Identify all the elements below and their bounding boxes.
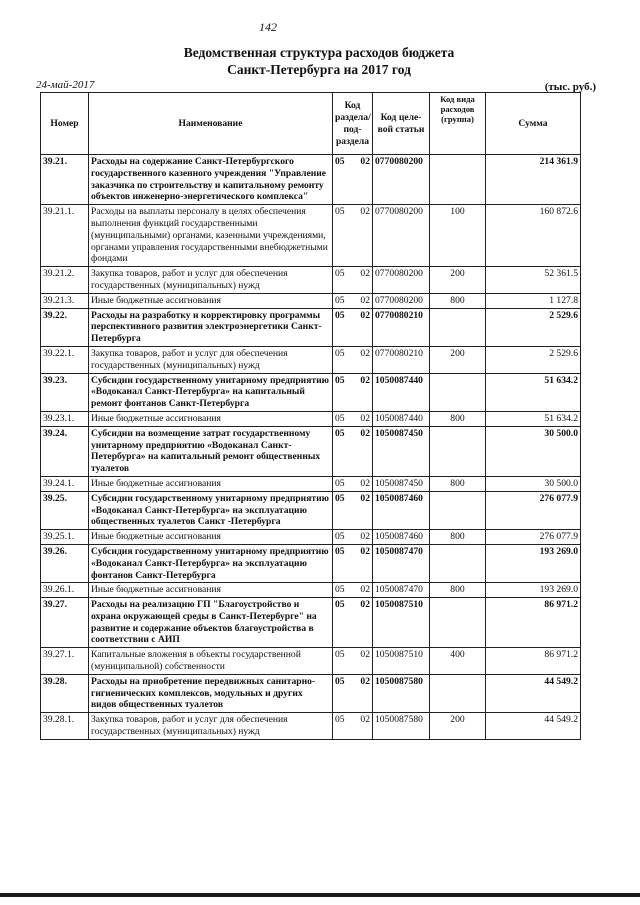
budget-table-body xyxy=(41,155,581,740)
cell-subsection: 02 xyxy=(351,674,373,712)
cell-number: 39.26.1. xyxy=(41,583,89,598)
cell-expense-group: 200 xyxy=(430,346,486,373)
cell-amount: 1 127.8 xyxy=(486,293,581,308)
cell-amount: 86 971.2 xyxy=(486,648,581,675)
cell-section: 05 xyxy=(333,411,351,426)
cell-expense-group xyxy=(430,491,486,529)
cell-amount: 52 361.5 xyxy=(486,267,581,294)
cell-name: Расходы на разработку и корректировку программы перспективного развития электроэнергетики Санкт-Петербурга xyxy=(89,308,333,346)
cell-section: 05 xyxy=(333,530,351,545)
scan-bottom-edge xyxy=(0,893,640,897)
cell-amount: 2 529.6 xyxy=(486,346,581,373)
cell-expense-group xyxy=(430,373,486,411)
cell-expense-group: 100 xyxy=(430,205,486,267)
table-row xyxy=(41,426,581,476)
cell-section: 05 xyxy=(333,713,351,740)
document-title xyxy=(160,44,478,78)
header-expense-type: Код вида расходов (группа) xyxy=(430,93,486,155)
table-row xyxy=(41,373,581,411)
cell-amount: 2 529.6 xyxy=(486,308,581,346)
table-row xyxy=(41,346,581,373)
table-row xyxy=(41,713,581,740)
cell-target: 0770080200 xyxy=(373,155,430,205)
cell-number: 39.26. xyxy=(41,544,89,582)
cell-section: 05 xyxy=(333,598,351,648)
budget-table xyxy=(40,92,581,740)
cell-name: Иные бюджетные ассигнования xyxy=(89,293,333,308)
cell-amount: 44 549.2 xyxy=(486,713,581,740)
cell-name: Иные бюджетные ассигнования xyxy=(89,583,333,598)
table-row xyxy=(41,267,581,294)
cell-amount: 214 361.9 xyxy=(486,155,581,205)
table-row xyxy=(41,648,581,675)
cell-subsection: 02 xyxy=(351,267,373,294)
cell-name: Закупка товаров, работ и услуг для обеспечения государственных (муниципальных) нужд xyxy=(89,713,333,740)
cell-number: 39.28. xyxy=(41,674,89,712)
cell-subsection: 02 xyxy=(351,426,373,476)
cell-number: 39.27. xyxy=(41,598,89,648)
cell-name: Субсидия государственному унитарному предприятию «Водоканал Санкт-Петербурга» на эксплуатацию фонтанов Санкт-Петербурга xyxy=(89,544,333,582)
cell-number: 39.23.1. xyxy=(41,411,89,426)
cell-subsection: 02 xyxy=(351,648,373,675)
cell-target: 0770080210 xyxy=(373,308,430,346)
cell-expense-group xyxy=(430,426,486,476)
table-row xyxy=(41,308,581,346)
cell-target: 1050087450 xyxy=(373,426,430,476)
cell-section: 05 xyxy=(333,155,351,205)
cell-name: Расходы на приобретение передвижных санитарно-гигиенических комплексов, модульных и других видов общественных туалетов xyxy=(89,674,333,712)
header-amount: Сумма xyxy=(486,93,581,155)
cell-section: 05 xyxy=(333,308,351,346)
cell-subsection: 02 xyxy=(351,544,373,582)
cell-name: Закупка товаров, работ и услуг для обеспечения государственных (муниципальных) нужд xyxy=(89,346,333,373)
table-row xyxy=(41,674,581,712)
cell-subsection: 02 xyxy=(351,293,373,308)
cell-subsection: 02 xyxy=(351,598,373,648)
cell-expense-group xyxy=(430,544,486,582)
cell-expense-group xyxy=(430,598,486,648)
document-date: 24-май-2017 xyxy=(36,79,95,91)
cell-section: 05 xyxy=(333,674,351,712)
cell-target: 1050087580 xyxy=(373,713,430,740)
cell-number: 39.25.1. xyxy=(41,530,89,545)
cell-target: 1050087460 xyxy=(373,530,430,545)
cell-number: 39.28.1. xyxy=(41,713,89,740)
cell-name: Субсидии государственному унитарному предприятию «Водоканал Санкт-Петербурга» на капитальный ремонт фонтанов Санкт-Петербурга xyxy=(89,373,333,411)
table-row xyxy=(41,491,581,529)
cell-target: 1050087440 xyxy=(373,411,430,426)
cell-name: Расходы на реализацию ГП "Благоустройство и охрана окружающей среды в Санкт-Петербурге" на развитие и содержание объектов благоустройства в соответствии с АИП xyxy=(89,598,333,648)
cell-expense-group: 800 xyxy=(430,293,486,308)
cell-target: 1050087510 xyxy=(373,598,430,648)
cell-number: 39.27.1. xyxy=(41,648,89,675)
cell-number: 39.21.2. xyxy=(41,267,89,294)
cell-name: Субсидии на возмещение затрат государственному унитарному предприятию «Водоканал Санкт-Петербурга» на капитальный ремонт общественных туалетов xyxy=(89,426,333,476)
cell-amount: 51 634.2 xyxy=(486,373,581,411)
cell-subsection: 02 xyxy=(351,476,373,491)
cell-amount: 193 269.0 xyxy=(486,544,581,582)
table-row xyxy=(41,544,581,582)
cell-number: 39.25. xyxy=(41,491,89,529)
cell-expense-group: 800 xyxy=(430,411,486,426)
cell-expense-group xyxy=(430,308,486,346)
table-row xyxy=(41,205,581,267)
cell-amount: 276 077.9 xyxy=(486,530,581,545)
cell-target: 0770080200 xyxy=(373,293,430,308)
cell-subsection: 02 xyxy=(351,308,373,346)
cell-expense-group: 800 xyxy=(430,530,486,545)
cell-subsection: 02 xyxy=(351,155,373,205)
cell-subsection: 02 xyxy=(351,583,373,598)
cell-number: 39.22. xyxy=(41,308,89,346)
cell-target: 1050087440 xyxy=(373,373,430,411)
cell-subsection: 02 xyxy=(351,713,373,740)
cell-amount: 160 872.6 xyxy=(486,205,581,267)
cell-number: 39.22.1. xyxy=(41,346,89,373)
page-number: 142 xyxy=(259,20,277,34)
cell-section: 05 xyxy=(333,583,351,598)
cell-amount: 51 634.2 xyxy=(486,411,581,426)
cell-section: 05 xyxy=(333,205,351,267)
header-target-code: Код целе-вой статьи xyxy=(373,93,430,155)
cell-name: Иные бюджетные ассигнования xyxy=(89,411,333,426)
header-number: Номер xyxy=(41,93,89,155)
table-row xyxy=(41,411,581,426)
cell-name: Расходы на выплаты персоналу в целях обеспечения выполнения функций государственными (муниципальными) органами, казенными учреждениями, органами управления государственными внебюджетными фондами xyxy=(89,205,333,267)
table-header-row xyxy=(41,93,581,155)
cell-number: 39.23. xyxy=(41,373,89,411)
cell-amount: 44 549.2 xyxy=(486,674,581,712)
cell-section: 05 xyxy=(333,544,351,582)
cell-target: 0770080210 xyxy=(373,346,430,373)
cell-subsection: 02 xyxy=(351,491,373,529)
cell-section: 05 xyxy=(333,346,351,373)
cell-expense-group: 400 xyxy=(430,648,486,675)
title-line-2: Санкт-Петербурга на 2017 год xyxy=(227,62,411,77)
title-line-1: Ведомственная структура расходов бюджета xyxy=(183,45,455,60)
cell-target: 1050087450 xyxy=(373,476,430,491)
cell-section: 05 xyxy=(333,476,351,491)
cell-subsection: 02 xyxy=(351,346,373,373)
cell-amount: 30 500.0 xyxy=(486,476,581,491)
units-label: (тыс. руб.) xyxy=(544,81,596,93)
cell-number: 39.24. xyxy=(41,426,89,476)
table-row xyxy=(41,530,581,545)
cell-section: 05 xyxy=(333,491,351,529)
cell-expense-group: 800 xyxy=(430,583,486,598)
table-row xyxy=(41,476,581,491)
cell-target: 1050087460 xyxy=(373,491,430,529)
cell-name: Субсидии государственному унитарному предприятию «Водоканал Санкт-Петербурга» на эксплуатацию общественных туалетов Санкт -Петербурга xyxy=(89,491,333,529)
table-row xyxy=(41,155,581,205)
cell-target: 1050087580 xyxy=(373,674,430,712)
cell-amount: 86 971.2 xyxy=(486,598,581,648)
cell-name: Иные бюджетные ассигнования xyxy=(89,530,333,545)
cell-name: Расходы на содержание Санкт-Петербургского государственного казенного учреждения "Управление заказчика по строительству и капитальному ремонту объектов инженерно-энергетического комплекса" xyxy=(89,155,333,205)
cell-section: 05 xyxy=(333,267,351,294)
cell-expense-group xyxy=(430,674,486,712)
table-row xyxy=(41,293,581,308)
header-section-code: Код раздела/ под-раздела xyxy=(333,93,373,155)
cell-amount: 276 077.9 xyxy=(486,491,581,529)
cell-subsection: 02 xyxy=(351,205,373,267)
cell-subsection: 02 xyxy=(351,530,373,545)
cell-target: 1050087470 xyxy=(373,583,430,598)
cell-expense-group: 800 xyxy=(430,476,486,491)
cell-subsection: 02 xyxy=(351,373,373,411)
cell-number: 39.24.1. xyxy=(41,476,89,491)
cell-name: Закупка товаров, работ и услуг для обеспечения государственных (муниципальных) нужд xyxy=(89,267,333,294)
cell-section: 05 xyxy=(333,373,351,411)
cell-subsection: 02 xyxy=(351,411,373,426)
cell-expense-group: 200 xyxy=(430,713,486,740)
cell-number: 39.21. xyxy=(41,155,89,205)
cell-number: 39.21.3. xyxy=(41,293,89,308)
table-row xyxy=(41,598,581,648)
header-name: Наименование xyxy=(89,93,333,155)
cell-expense-group: 200 xyxy=(430,267,486,294)
cell-section: 05 xyxy=(333,648,351,675)
cell-amount: 30 500.0 xyxy=(486,426,581,476)
cell-target: 1050087510 xyxy=(373,648,430,675)
cell-name: Иные бюджетные ассигнования xyxy=(89,476,333,491)
cell-number: 39.21.1. xyxy=(41,205,89,267)
cell-target: 0770080200 xyxy=(373,205,430,267)
table-row xyxy=(41,583,581,598)
cell-name: Капитальные вложения в объекты государственной (муниципальной) собственности xyxy=(89,648,333,675)
cell-section: 05 xyxy=(333,426,351,476)
cell-target: 1050087470 xyxy=(373,544,430,582)
cell-section: 05 xyxy=(333,293,351,308)
cell-target: 0770080200 xyxy=(373,267,430,294)
cell-amount: 193 269.0 xyxy=(486,583,581,598)
cell-expense-group xyxy=(430,155,486,205)
